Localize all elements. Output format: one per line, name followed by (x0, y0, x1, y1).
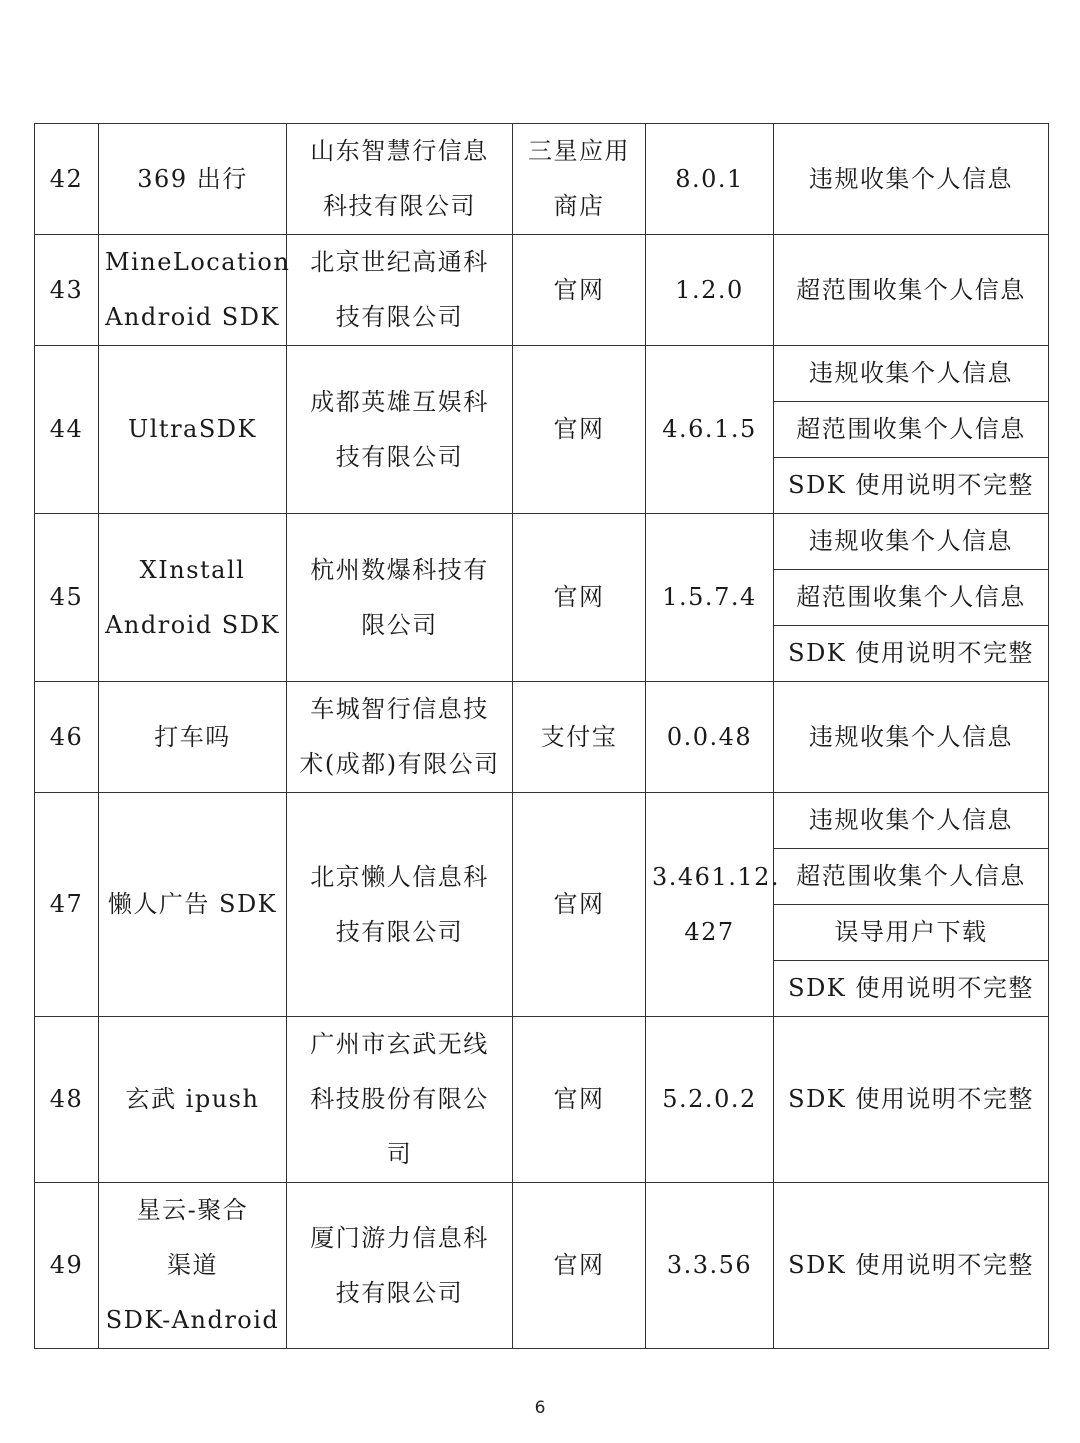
version-cell (646, 124, 774, 235)
issue-cell: SDK 使用说明不完整 (774, 1183, 1049, 1349)
source-cell (513, 682, 646, 793)
company-cell (287, 346, 513, 514)
company-cell-line: 技有限公司 (335, 442, 464, 471)
version-cell (646, 346, 774, 514)
company-cell (287, 124, 513, 235)
version-cell (646, 793, 781, 1017)
sdk-name-cell-line: UltraSDK (128, 415, 257, 443)
source-cell-line: 商店 (553, 192, 605, 220)
version-cell-line: 0.0.48 (666, 722, 753, 751)
version-cell-line: 427 (684, 917, 735, 946)
version-cell (646, 1183, 774, 1349)
issue-cell: 违规收集个人信息 (774, 346, 1049, 402)
row-number-cell: 44 (35, 346, 99, 514)
company-cell-line: 技有限公司 (335, 1278, 464, 1307)
row-number-cell: 46 (35, 682, 99, 793)
source-cell (513, 346, 646, 514)
version-cell (646, 682, 774, 793)
sdk-name-cell-line: SDK-Android (105, 1306, 280, 1334)
company-cell-line: 术(成都)有限公司 (299, 750, 500, 778)
company-cell-line: 科技有限公司 (323, 192, 476, 220)
row-number-cell: 43 (35, 235, 99, 346)
source-cell (513, 124, 646, 235)
company-cell-line: 北京世纪高通科 (310, 248, 489, 276)
company-cell-line: 厦门游力信息科 (310, 1223, 489, 1252)
source-cell (513, 235, 646, 346)
company-cell (287, 1017, 513, 1183)
sdk-name-cell (99, 1017, 287, 1183)
row-number-cell: 49 (35, 1183, 99, 1349)
sdk-name-cell-line: XInstall (139, 555, 246, 584)
issue-cell: 误导用户下载 (774, 905, 1049, 961)
sdk-name-cell (99, 514, 287, 682)
sdk-name-cell-line: 星云-聚合 (136, 1196, 249, 1224)
table-row (35, 346, 1049, 402)
table-row (35, 793, 1049, 849)
source-cell-line: 官网 (553, 583, 605, 611)
table-row (35, 682, 1049, 793)
table-row (35, 124, 1049, 235)
company-cell (287, 1183, 513, 1349)
version-cell-line: 1.2.0 (675, 275, 744, 304)
sdk-name-cell (99, 682, 287, 793)
issue-cell: 违规收集个人信息 (774, 124, 1049, 235)
sdk-name-cell-line: 打车吗 (154, 722, 231, 751)
row-number-cell: 42 (35, 124, 99, 235)
company-cell-line: 杭州数爆科技有 (310, 555, 489, 584)
version-cell-line: 1.5.7.4 (662, 583, 757, 611)
sdk-name-cell (99, 124, 287, 235)
version-cell-line: 8.0.1 (675, 164, 744, 193)
issue-cell: 超范围收集个人信息 (774, 235, 1049, 346)
sdk-name-cell-line: Android SDK (105, 610, 280, 639)
version-cell-line: 3.3.56 (666, 1251, 753, 1279)
sdk-name-cell-line: MineLocation (105, 248, 291, 276)
table-body (35, 124, 1049, 1349)
version-cell (646, 514, 774, 682)
source-cell-line: 支付宝 (540, 722, 618, 751)
sdk-name-cell-line: 369 出行 (137, 164, 248, 193)
company-cell (287, 235, 513, 346)
source-cell-line: 官网 (553, 1251, 605, 1279)
sdk-name-cell (99, 1183, 287, 1349)
company-cell-line: 成都英雄互娱科 (310, 387, 489, 416)
company-cell-line: 科技股份有限公 (310, 1085, 489, 1113)
sdk-name-cell-line: Android SDK (105, 303, 280, 331)
table-row (35, 1183, 1049, 1349)
version-cell-line: 4.6.1.5 (662, 415, 757, 443)
issue-cell: 违规收集个人信息 (774, 514, 1049, 570)
company-cell (287, 682, 513, 793)
version-cell (646, 235, 774, 346)
source-cell (513, 1183, 646, 1349)
source-cell (513, 1017, 646, 1183)
table-row (35, 235, 1049, 346)
company-cell (287, 793, 513, 1017)
issue-cell: 超范围收集个人信息 (774, 849, 1049, 905)
issue-cell: 超范围收集个人信息 (774, 402, 1049, 458)
version-cell (646, 1017, 774, 1183)
company-cell-line: 技有限公司 (335, 303, 464, 331)
sdk-name-cell (99, 793, 287, 1017)
row-number-cell: 48 (35, 1017, 99, 1183)
table-row (35, 514, 1049, 570)
sdk-name-cell-line: 懒人广告 SDK (107, 890, 278, 918)
row-number-cell: 45 (35, 514, 99, 682)
source-cell-line: 官网 (553, 275, 605, 304)
source-cell (513, 514, 646, 682)
row-number-cell: 47 (35, 793, 99, 1017)
source-cell-line: 官网 (553, 1085, 605, 1113)
source-cell (513, 793, 646, 1017)
sdk-name-cell (99, 346, 287, 514)
sdk-name-cell-line: 玄武 ipush (125, 1085, 260, 1113)
issue-cell: 违规收集个人信息 (774, 793, 1049, 849)
company-cell-line: 技有限公司 (335, 917, 464, 946)
source-cell-line: 官网 (553, 890, 605, 918)
issue-cell: SDK 使用说明不完整 (774, 961, 1049, 1017)
issue-cell: SDK 使用说明不完整 (774, 1017, 1049, 1183)
source-cell-line: 官网 (553, 415, 605, 443)
issue-cell: SDK 使用说明不完整 (774, 458, 1049, 514)
company-cell-line: 北京懒人信息科 (310, 862, 489, 891)
issue-cell: 超范围收集个人信息 (774, 570, 1049, 626)
sdk-name-cell (99, 235, 291, 346)
company-cell-line: 司 (386, 1140, 413, 1168)
source-cell-line: 三星应用 (528, 137, 630, 165)
company-cell-line: 车城智行信息技 (310, 695, 489, 723)
company-cell-line: 山东智慧行信息 (310, 137, 489, 165)
issue-cell: SDK 使用说明不完整 (774, 626, 1049, 682)
table-row (35, 1017, 1049, 1183)
company-cell-line: 广州市玄武无线 (310, 1030, 489, 1058)
page-number: 6 (534, 1398, 546, 1418)
sdk-name-cell-line: 渠道 (167, 1251, 218, 1279)
issue-cell: 违规收集个人信息 (774, 682, 1049, 793)
company-cell (287, 514, 513, 682)
company-cell-line: 限公司 (361, 610, 438, 639)
version-cell-line: 3.461.12. (652, 862, 781, 891)
version-cell-line: 5.2.0.2 (662, 1085, 757, 1113)
sdk-violation-table (34, 123, 1049, 1349)
